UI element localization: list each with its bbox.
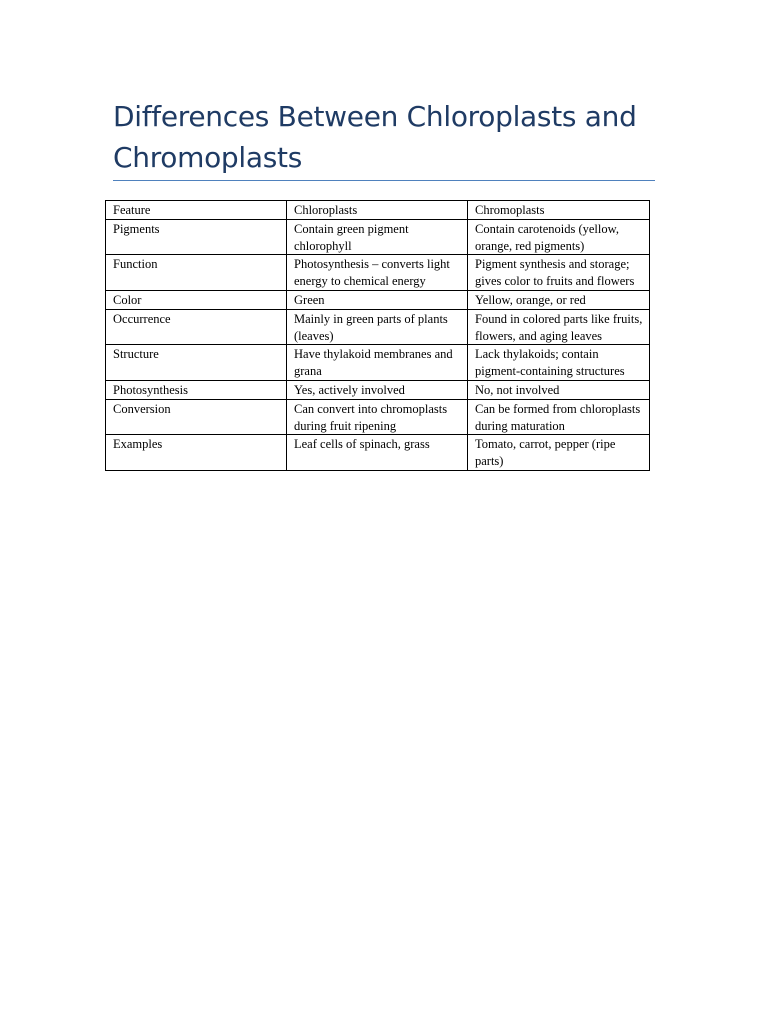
comparison-table <box>105 200 650 471</box>
feature-cell: Color <box>106 290 287 309</box>
feature-cell: Occurrence <box>106 309 287 345</box>
chromoplast-cell: No, not involved <box>468 380 650 399</box>
table-row <box>106 219 650 255</box>
chromoplast-cell: Pigment synthesis and storage; gives color to fruits and flowers <box>468 255 650 291</box>
chromoplast-cell: Lack thylakoids; contain pigment-containing structures <box>468 345 650 381</box>
chloroplast-cell: Photosynthesis – converts light energy to chemical energy <box>287 255 468 291</box>
table-row <box>106 435 650 471</box>
chloroplast-cell: Green <box>287 290 468 309</box>
feature-cell: Structure <box>106 345 287 381</box>
feature-cell: Conversion <box>106 399 287 435</box>
chloroplast-cell: Leaf cells of spinach, grass <box>287 435 468 471</box>
document-title: Differences Between Chloroplasts and Chromoplasts <box>113 100 637 174</box>
chromoplast-cell: Yellow, orange, or red <box>468 290 650 309</box>
table-row <box>106 345 650 381</box>
table-row <box>106 380 650 399</box>
header-cell-chloroplasts: Chloroplasts <box>287 201 468 220</box>
table-body <box>106 201 650 471</box>
chromoplast-cell: Found in colored parts like fruits, flowers, and aging leaves <box>468 309 650 345</box>
chromoplast-cell: Contain carotenoids (yellow, orange, red pigments) <box>468 219 650 255</box>
chromoplast-cell: Tomato, carrot, pepper (ripe parts) <box>468 435 650 471</box>
chloroplast-cell: Mainly in green parts of plants (leaves) <box>287 309 468 345</box>
header-cell-feature: Feature <box>106 201 287 220</box>
feature-cell: Pigments <box>106 219 287 255</box>
title-underline <box>113 180 655 181</box>
table-row <box>106 309 650 345</box>
chloroplast-cell: Have thylakoid membranes and grana <box>287 345 468 381</box>
table-row <box>106 399 650 435</box>
feature-cell: Examples <box>106 435 287 471</box>
chloroplast-cell: Yes, actively involved <box>287 380 468 399</box>
chromoplast-cell: Can be formed from chloroplasts during maturation <box>468 399 650 435</box>
feature-cell: Photosynthesis <box>106 380 287 399</box>
table-header-row <box>106 201 650 220</box>
table-row <box>106 255 650 291</box>
chloroplast-cell: Can convert into chromoplasts during fruit ripening <box>287 399 468 435</box>
feature-cell: Function <box>106 255 287 291</box>
table-row <box>106 290 650 309</box>
chloroplast-cell: Contain green pigment chlorophyll <box>287 219 468 255</box>
header-cell-chromoplasts: Chromoplasts <box>468 201 650 220</box>
